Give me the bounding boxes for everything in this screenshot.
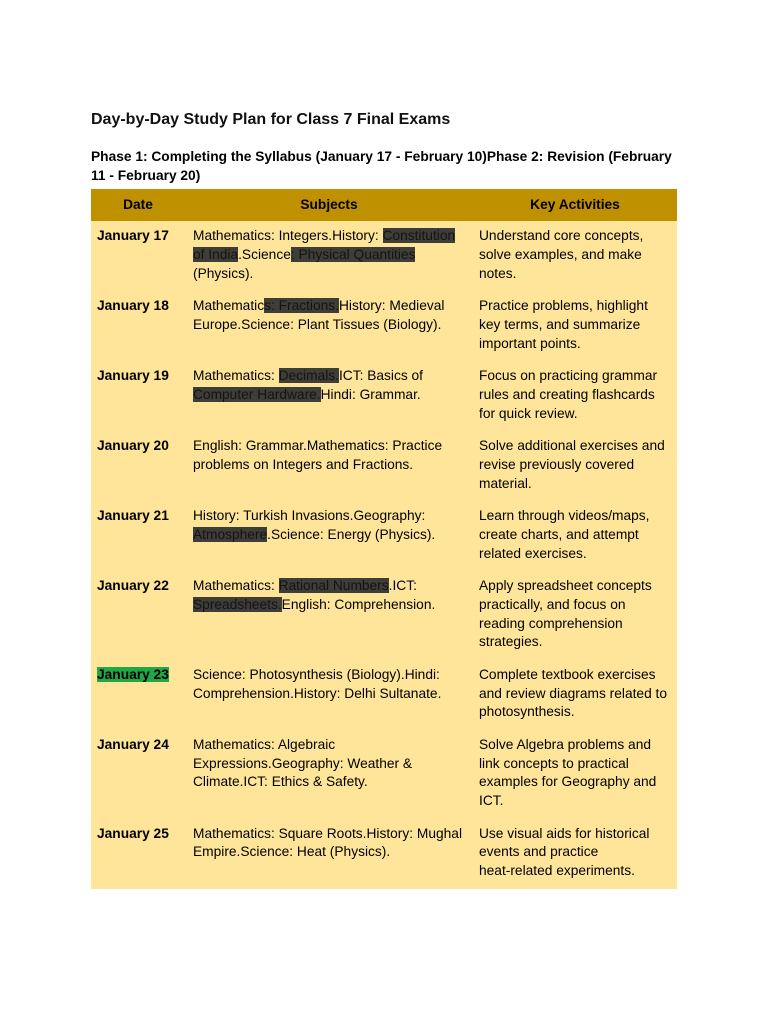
subjects-line — [193, 227, 467, 246]
date-label: January 22 — [97, 578, 169, 593]
table-row — [91, 291, 677, 361]
activities-line: strategies. — [479, 634, 543, 650]
table-row — [91, 501, 677, 571]
activities-line: and review diagrams related to — [479, 685, 668, 701]
study-plan-table — [91, 189, 677, 889]
activities-line: rules and creating flashcards — [479, 386, 655, 402]
subjects-line — [193, 367, 467, 386]
subject-text: Empire.Science: Heat (Physics). — [193, 844, 391, 860]
subjects-line — [193, 843, 467, 862]
subject-text: English: Grammar.Mathematics: Practice — [193, 438, 443, 453]
subjects-line — [193, 526, 467, 545]
subjects-line — [193, 825, 467, 844]
subject-text: History: Medieval — [338, 298, 445, 313]
activities-line: events and practice — [479, 844, 599, 860]
subject-text: Expressions.Geography: Weather & — [193, 755, 413, 771]
subject-text: Climate.ICT: Ethics & Safety. — [193, 774, 368, 790]
date-label: January 18 — [97, 298, 169, 313]
highlighted-subject-text: Spreadsheets. — [193, 596, 282, 612]
date-label: January 24 — [97, 736, 169, 752]
subjects-cell — [185, 291, 473, 361]
activities-line: Understand core concepts, — [479, 228, 644, 243]
column-header-key-activities: Key Activities — [473, 189, 677, 221]
subjects-line — [193, 507, 467, 526]
table-row — [91, 819, 677, 889]
activities-cell — [473, 660, 677, 730]
highlighted-subject-text: : Physical Quantities — [290, 246, 416, 262]
subjects-cell — [185, 221, 473, 291]
subject-text: Science: Photosynthesis (Biology).Hindi: — [193, 666, 440, 682]
activities-line: solve examples, and make — [479, 246, 642, 262]
subjects-line — [193, 456, 467, 475]
activities-line: practically, and focus on — [479, 596, 626, 612]
subject-text: Mathematics: — [193, 578, 279, 593]
activities-line: create charts, and attempt — [479, 526, 639, 542]
highlighted-subject-text: Decimals. — [278, 368, 339, 383]
subject-text: .Science: Energy (Physics). — [267, 526, 436, 542]
subjects-line — [193, 666, 467, 685]
subjects-cell — [185, 730, 473, 819]
activities-cell — [473, 291, 677, 361]
subjects-line — [193, 386, 467, 405]
activities-line: reading comprehension — [479, 615, 623, 631]
activities-line: Solve additional exercises and — [479, 438, 665, 453]
date-label: January 19 — [97, 368, 169, 383]
phase-summary: Phase 1: Completing the Syllabus (January 17 - February 10)Phase 2: Revision (February 11 - February 20) — [91, 149, 672, 183]
table-row — [91, 361, 677, 431]
subject-text: Hindi: Grammar. — [320, 386, 421, 402]
date-label: January 20 — [97, 438, 169, 453]
highlighted-subject-text: Computer Hardware. — [193, 386, 321, 402]
subjects-line — [193, 685, 467, 704]
column-header-date: Date — [91, 189, 185, 221]
highlighted-subject-text: s: Fractions. — [264, 298, 339, 313]
activities-line: heat-related experiments. — [479, 863, 635, 878]
activities-line: revise previously covered — [479, 456, 635, 472]
activities-cell — [473, 571, 677, 660]
table-row — [91, 660, 677, 730]
activities-line: related exercises. — [479, 545, 587, 561]
subject-text: Mathematics: — [193, 368, 279, 383]
activities-line: key terms, and summarize — [479, 316, 641, 332]
date-cell — [91, 501, 185, 571]
table-row — [91, 221, 677, 291]
activities-cell — [473, 361, 677, 431]
activities-line: Learn through videos/maps, — [479, 508, 650, 523]
subjects-line — [193, 316, 467, 335]
table-body — [91, 221, 677, 889]
subjects-cell — [185, 660, 473, 730]
subject-text: (Physics). — [193, 265, 254, 281]
subjects-line — [193, 437, 467, 456]
activities-line: photosynthesis. — [479, 704, 575, 720]
date-cell — [91, 361, 185, 431]
subject-text: ICT: Basics of — [338, 368, 424, 383]
subject-text: Mathematics: Square Roots.History: Mughal — [193, 825, 462, 841]
date-cell — [91, 221, 185, 291]
table-row — [91, 730, 677, 819]
highlighted-subject-text: of India — [193, 246, 239, 262]
activities-line: Practice problems, highlight — [479, 298, 648, 313]
activities-line: Use visual aids for historical — [479, 825, 650, 841]
subject-text: .Science — [238, 246, 291, 262]
subject-text: Mathematic — [193, 298, 265, 313]
date-label: January 25 — [97, 825, 169, 841]
activities-line: important points. — [479, 335, 581, 351]
activities-cell — [473, 431, 677, 501]
subjects-cell — [185, 571, 473, 660]
highlighted-subject-text: Constitution — [382, 228, 456, 243]
subject-text: Comprehension.History: Delhi Sultanate. — [193, 685, 442, 701]
subjects-cell — [185, 819, 473, 889]
subject-text: Mathematics: Integers.History: — [193, 228, 383, 243]
table-header — [91, 189, 677, 221]
subjects-line — [193, 297, 467, 316]
activities-line: Apply spreadsheet concepts — [479, 578, 652, 593]
activities-line: Focus on practicing grammar — [479, 368, 658, 383]
activities-line: notes. — [479, 265, 517, 281]
subjects-line — [193, 736, 467, 755]
activities-line: examples for Geography and — [479, 774, 657, 790]
activities-line: Solve Algebra problems and — [479, 736, 651, 752]
page-title: Day-by-Day Study Plan for Class 7 Final Exams — [91, 111, 451, 128]
subjects-line — [193, 773, 467, 792]
table-header-row — [91, 189, 677, 221]
date-cell — [91, 291, 185, 361]
activities-line: Complete textbook exercises — [479, 666, 656, 682]
table-row — [91, 431, 677, 501]
activities-cell — [473, 221, 677, 291]
activities-line: ICT. — [479, 793, 504, 808]
date-cell — [91, 660, 185, 730]
subjects-line — [193, 577, 467, 596]
date-label: January 17 — [97, 228, 169, 243]
subjects-cell — [185, 431, 473, 501]
subjects-line — [193, 246, 467, 265]
subject-text: .ICT: — [388, 578, 417, 593]
subjects-line — [193, 265, 467, 284]
highlighted-subject-text: Atmosphere — [193, 526, 268, 542]
subject-text: English: Comprehension. — [281, 596, 436, 612]
subject-text: Mathematics: Algebraic — [193, 736, 336, 752]
date-cell — [91, 730, 185, 819]
subjects-cell — [185, 361, 473, 431]
date-cell — [91, 431, 185, 501]
date-cell — [91, 571, 185, 660]
subjects-cell — [185, 501, 473, 571]
activities-line: material. — [479, 475, 532, 491]
table-row — [91, 571, 677, 660]
activities-cell — [473, 819, 677, 889]
subjects-line — [193, 755, 467, 774]
subject-text: problems on Integers and Fractions. — [193, 456, 414, 472]
highlighted-subject-text: Rational Numbers — [278, 578, 389, 593]
activities-line: link concepts to practical — [479, 755, 629, 771]
activities-cell — [473, 501, 677, 571]
column-header-subjects: Subjects — [185, 189, 473, 221]
date-label: January 21 — [97, 508, 169, 523]
subject-text: Europe.Science: Plant Tissues (Biology). — [193, 316, 442, 332]
date-cell — [91, 819, 185, 889]
activities-line: for quick review. — [479, 405, 578, 421]
date-label-highlighted: January 23 — [97, 666, 169, 682]
subject-text: History: Turkish Invasions.Geography: — [193, 508, 426, 523]
activities-cell — [473, 730, 677, 819]
subjects-line — [193, 596, 467, 615]
